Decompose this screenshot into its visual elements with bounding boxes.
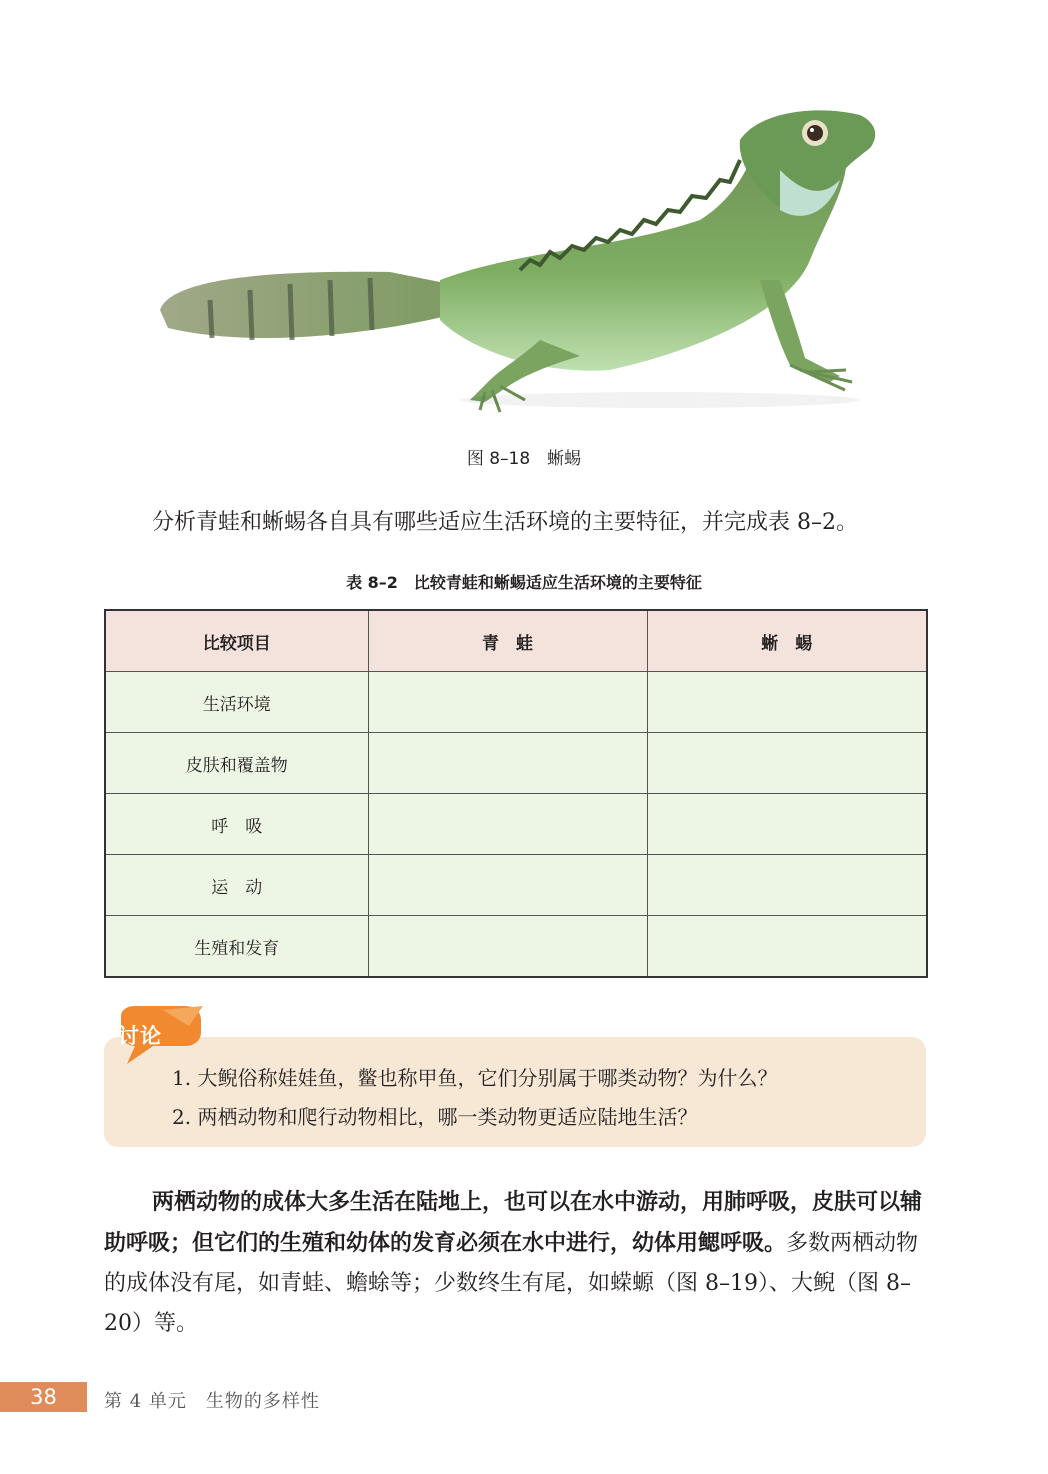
row-label: 呼 吸: [105, 794, 368, 855]
body-paragraph: [104, 1182, 926, 1344]
header-frog: 青 蛙: [368, 610, 647, 672]
figure-caption: 图 8–18 蜥蜴: [466, 449, 582, 469]
row-label: 生活环境: [105, 672, 368, 733]
lizard-illustration: [140, 100, 900, 420]
intro-paragraph: 分析青蛙和蜥蜴各自具有哪些适应生活环境的主要特征，并完成表 8–2。: [152, 510, 858, 535]
lizard-cell[interactable]: [647, 672, 927, 733]
table-header-row: [105, 610, 927, 672]
footer-unit-title: 第 4 单元 生物的多样性: [104, 1391, 320, 1412]
discussion-question-1: 1. 大鲵俗称娃娃鱼，鳖也称甲鱼，它们分别属于哪类动物？为什么？: [172, 1066, 778, 1090]
lizard-cell[interactable]: [647, 794, 927, 855]
body-normal-text: 多数两栖动物的成体没有尾，如青蛙、蟾蜍等；少数终生有尾，如蝾螈（图 8–19）、大鲵（图 8–20）等。: [104, 1231, 919, 1336]
table-caption: 表 8–2 比较青蛙和蜥蜴适应生活环境的主要特征: [346, 573, 702, 592]
page-number: 38: [30, 1385, 57, 1409]
discussion-box: [104, 1037, 926, 1147]
body-bold-text: 两栖动物的成体大多生活在陆地上，也可以在水中游动，用肺呼吸，皮肤可以辅助呼吸；但它们的生殖和幼体的发育必须在水中进行，幼体用鳃呼吸。: [104, 1189, 923, 1256]
table-row: [105, 672, 927, 733]
lizard-cell[interactable]: [647, 916, 927, 978]
row-label: 皮肤和覆盖物: [105, 733, 368, 794]
header-lizard: 蜥 蜴: [647, 610, 927, 672]
frog-cell[interactable]: [368, 733, 647, 794]
lizard-cell[interactable]: [647, 733, 927, 794]
frog-cell[interactable]: [368, 672, 647, 733]
frog-cell[interactable]: [368, 916, 647, 978]
row-label: 生殖和发育: [105, 916, 368, 978]
header-item: 比较项目: [105, 610, 368, 672]
lizard-cell[interactable]: [647, 855, 927, 916]
row-label: 运 动: [105, 855, 368, 916]
discussion-question-2: 2. 两栖动物和爬行动物相比，哪一类动物更适应陆地生活？: [172, 1105, 698, 1129]
table-row: [105, 855, 927, 916]
table-row: [105, 794, 927, 855]
comparison-table: [104, 609, 928, 978]
frog-cell[interactable]: [368, 794, 647, 855]
table-row: [105, 733, 927, 794]
discussion-label: 讨论: [118, 1024, 162, 1048]
table-row: [105, 916, 927, 978]
frog-cell[interactable]: [368, 855, 647, 916]
